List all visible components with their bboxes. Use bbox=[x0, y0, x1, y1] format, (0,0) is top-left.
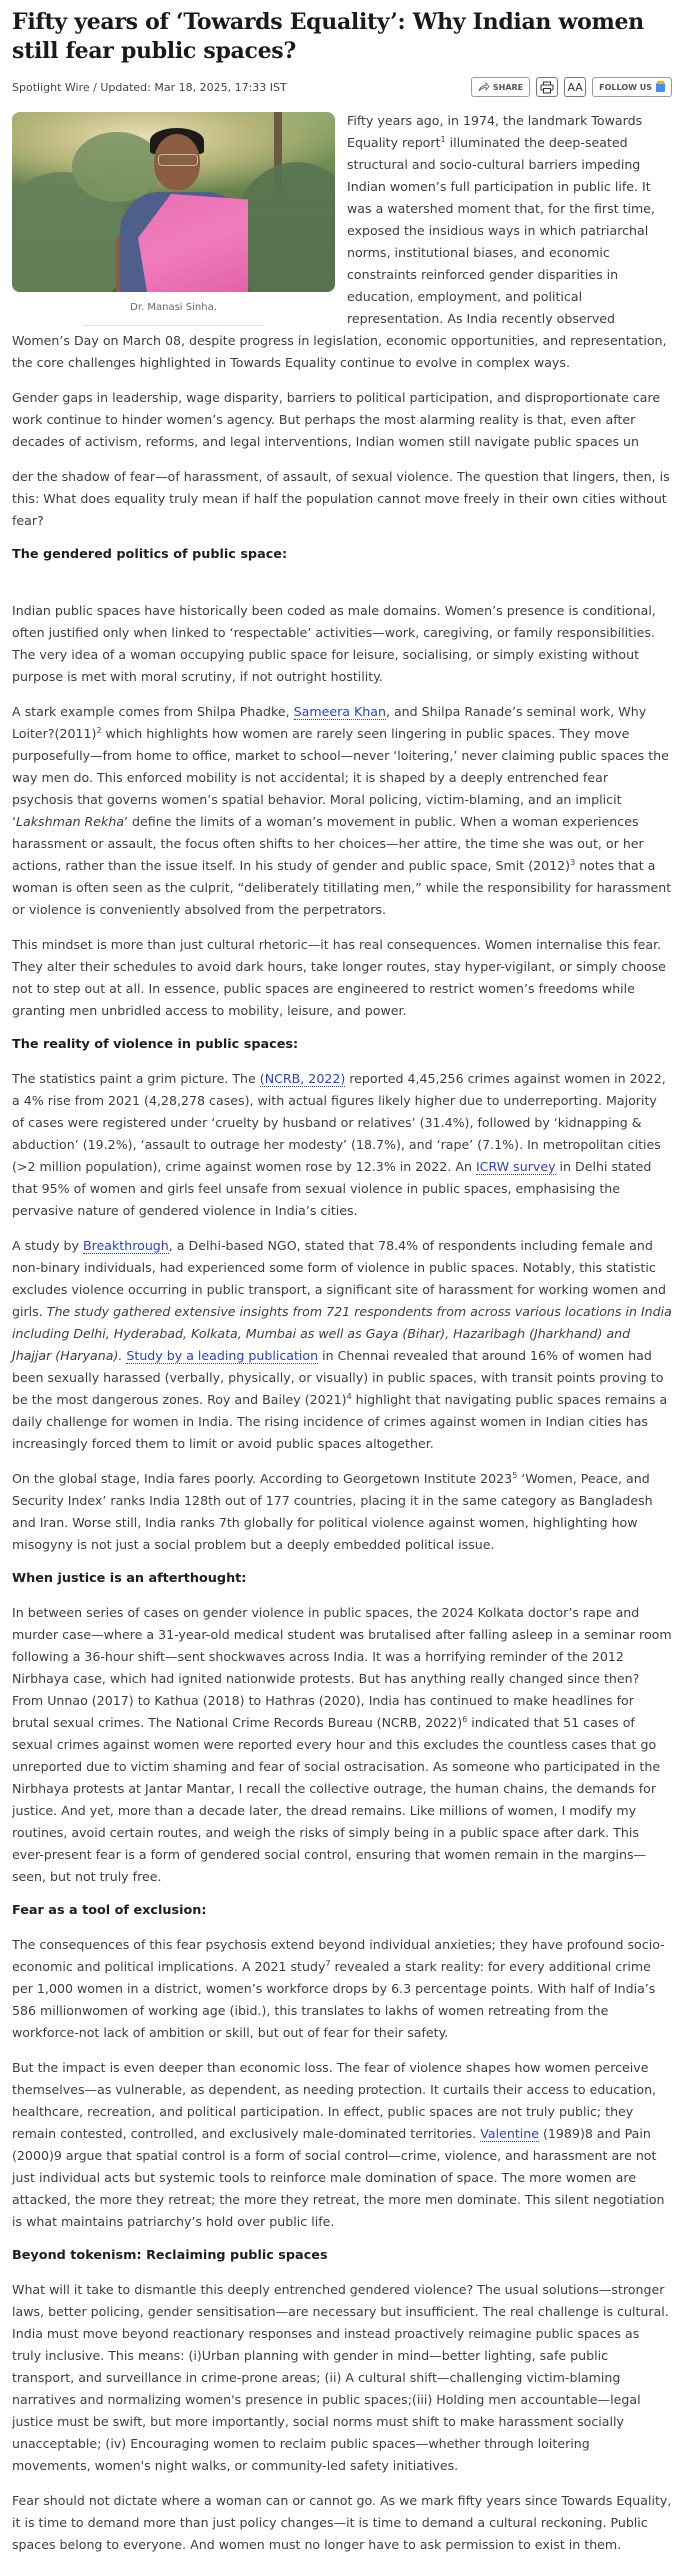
caption-divider bbox=[84, 325, 264, 326]
paragraph-breakthrough-study: A study by Breakthrough, a Delhi-based NGO, stated that 78.4% of respondents including female and non-binary individuals, had experienced some form of violence in public spaces. Notably, this statistic excludes violence occurring in public transport, a significant site of harassment for working women and girls. The study gathered extensive insights from 721 respondents from across various locations in India including Delhi, Hyderabad, Kolkata, Mumbai as well as Gaya (Bihar), Hazaribagh (Jharkhand) and Jhajjar (Haryana). Study by a leading publication in Chennai revealed that around 16% of women had been sexually harassed (verbally, physically, or visually) in public spaces, with transit points proving to be the most dangerous zones. Roy and Bailey $(2021)^4$ highlight that navigating public spaces remains a daily challenge for women in India. The rising incidence of crimes against women in Indian cities has increasingly forced them to limit or avoid public spaces altogether. bbox=[12, 1238, 672, 1451]
font-size-label: AA bbox=[567, 80, 583, 94]
paragraph-intro: Fifty years ago, in 1974, the landmark Towards Equality report$^1$ illuminated the deep-seated structural and socio-cultural barriers impeding Indian women’s full participation in public life. It was a watershed moment that, for the first time, exposed the insidious ways in which patriarchal norms, institutional biases, and economic constraints reinforced gender disparities in education, employment, and political representation. As India recently observed Women’s Day on March 08, despite progress in legislation, economic opportunities, and representation, the core challenges highlighted in Towards Equality continue to evolve in complex ways. bbox=[12, 113, 667, 370]
paragraph-conclusion: Fear should not dictate where a woman can or cannot go. As we mark fifty years since Towards Equality, it is time to demand more than just policy changes—it is time to demand a cultural reckoning. Public spaces belong to everyone. And women must no longer have to ask permission to exist in them. bbox=[12, 2493, 672, 2552]
paragraph-solutions: What will it take to dismantle this deeply entrenched gendered violence? The usual solutions—stronger laws, better policing, gender sensitisation—are necessary but insufficient. The real challenge is cultural. India must move beyond reactionary responses and instead proactively reimagine public spaces as truly inclusive. This means: (i)Urban planning with gender in mind—better lighting, safe public transport, and surveillance in crime-prone areas; (ii) A cultural shift—challenging victim-blaming narratives and normalizing women's presence in public spaces;(iii) Holding men accountable—legal justice must be swift, but more importantly, social norms must shift to make harassment socially unacceptable; (iv) Encouraging women to reclaim public spaces—whether through loitering movements, women's night walks, or community-led safety initiatives. bbox=[12, 2282, 669, 2473]
author-photo bbox=[12, 112, 335, 292]
font-size-button[interactable] bbox=[564, 77, 586, 97]
paragraph-deeper-impact: But the impact is even deeper than economic loss. The fear of violence shapes how women perceive themselves—as vulnerable, as dependent, as needing protection. It curtails their access to education, healthcare, recreation, and political participation. In effect, public spaces are not truly public; they remain contested, controlled, and exclusively male-dominated territories. Valentine (1989)8 and Pain (2000)9 argue that spatial control is a form of social control—crime, violence, and harassment are not just individual acts but systemic tools to reinforce male domination of space. The more women are attacked, the more they retreat; the more they retreat, the more men dominate. This silent negotiation is what maintains patriarchy’s hold over public life. bbox=[12, 2060, 665, 2229]
share-label: SHARE bbox=[492, 82, 524, 92]
printer-icon bbox=[540, 81, 554, 94]
share-icon bbox=[478, 82, 490, 92]
heading-beyond-tokenism: Beyond tokenism: Reclaiming public spaces bbox=[12, 2248, 328, 2263]
link-leading-publication-study[interactable]: Study by a leading publication bbox=[126, 1348, 319, 1363]
photo-caption: Dr. Manasi Sinha, bbox=[130, 302, 217, 313]
paragraph-gender-gaps: Gender gaps in leadership, wage disparity, barriers to political participation, and disproportionate care work continue to hinder women’s agency. But perhaps the most alarming reality is that, even after decades of activism, reforms, and legal interventions, Indian women still navigate public spaces un bbox=[12, 390, 661, 449]
follow-us-label: FOLLOW US bbox=[599, 82, 652, 92]
follow-us-button[interactable] bbox=[592, 77, 672, 97]
heading-reality-of-violence: The reality of violence in public spaces: bbox=[12, 1037, 299, 1052]
paragraph-why-loiter: A stark example comes from Shilpa Phadke, Sameera Khan, and Shilpa Ranade’s seminal work, Why $Loiter?(2011)^2$ which highlights how women are rarely seen lingering in public spaces. They move purposefully—from home to office, market to school—never ‘loitering,’ never claiming public spaces the way men do. This enforced mobility is not accidental; it is shaped by a deeply entrenched fear psychosis that governs women’s spatial behavior. Moral policing, victim-blaming, and an implicit ‘Lakshman Rekha’ define the limits of a woman’s movement in public. When a woman experiences harassment or assault, the focus often shifts to her choices—her attire, the time she was out, or her actions, rather than the issue itself. In his study of gender and public space, Smit $(2012)^3$ notes that a woman is often seen as the culprit, “deliberately titillating men,” while the responsibility for harassment or violence is conveniently absolved from the perpetrators. bbox=[12, 704, 672, 917]
print-button[interactable] bbox=[536, 77, 558, 97]
link-breakthrough[interactable]: Breakthrough bbox=[83, 1238, 169, 1253]
google-news-icon bbox=[656, 83, 665, 92]
paragraph-shadow-of-fear: der the shadow of fear—of harassment, of assault, of sexual violence. The question that lingers, then, is this: What does equality truly mean if half the population cannot move freely in their own cities without fear? bbox=[12, 469, 670, 528]
heading-justice-afterthought: When justice is an afterthought: bbox=[12, 1571, 247, 1586]
article-toolbar bbox=[471, 77, 672, 97]
article-page bbox=[0, 8, 684, 2556]
paragraph-consequences: The consequences of this fear psychosis extend beyond individual anxieties; they have profound socio-economic and political implications. A 2021 study$^7$ revealed a stark reality: for every additional crime per 1,000 women in a district, women’s workforce drops by 6.3 percentage points. With half of India’s 586 millionwomen of working age (ibid.), this translates to lakhs of women retreating from the workforce-not lack of ambition or skill, but out of fear for their safety. bbox=[12, 1937, 665, 2040]
link-icrw-survey[interactable]: ICRW survey bbox=[475, 1159, 556, 1174]
author-figure bbox=[12, 112, 335, 326]
heading-fear-exclusion: Fear as a tool of exclusion: bbox=[12, 1903, 207, 1918]
link-ncrb-2022[interactable]: (NCRB, 2022) bbox=[259, 1071, 346, 1086]
article-title: Fifty years of ‘Towards Equality’: Why Indian women still fear public spaces? bbox=[12, 9, 644, 64]
paragraph-kolkata-case: In between series of cases on gender violence in public spaces, the 2024 Kolkata doctor’s rape and murder case—where a 31-year-old medical student was brutalised after falling asleep in a seminar room following a 36-hour shift—sent shockwaves across India. It was a horrifying reminder of the 2012 Nirbhaya case, which had ignited nationwide protests. But has anything really changed since then? From Unnao (2017) to Kathua (2018) to Hathras (2020), India has continued to make headlines for brutal sexual crimes. The National Crime Records Bureau (NCRB, 2022)$^6$ indicated that 51 cases of sexual crimes against women were reported every hour and this excludes the countless cases that go unreported due to victim shaming and fear of social ostracisation. As someone who participated in the Nirbhaya protests at Jantar Mantar, I recall the collective outrage, the human chains, the demands for justice. And yet, more than a decade later, the dread remains. Like millions of women, I modify my routines, avoid certain routes, and weigh the risks of simply being in a public space after dark. This ever-present fear is a form of gendered social control, ensuring that women remain in the margins—seen, but not truly free. bbox=[12, 1605, 672, 1884]
byline: Spotlight Wire / Updated: Mar 18, 2025, 17:33 IST bbox=[12, 80, 287, 94]
heading-gendered-politics: The gendered politics of public space: bbox=[12, 547, 288, 562]
link-valentine[interactable]: Valentine bbox=[480, 2126, 539, 2141]
paragraph-statistics: The statistics paint a grim picture. The (NCRB, 2022) reported 4,45,256 crimes against women in 2022, a 4% rise from 2021 (4,28,278 cases), with actual figures likely higher due to underreporting. Majority of cases were registered under ‘cruelty by husband or relatives’ (31.4%), followed by ‘kidnapping & abduction’ (19.2%), ‘assault to outrage her modesty’ (18.7%), and ‘rape’ (7.1%). In metropolitan cities (>2 million population), crime against women rose by 12.3% in 2022. An ICRW survey in Delhi stated that 95% of women and girls feel unsafe from sexual violence in public spaces, emphasising the pervasive nature of gendered violence in India’s cities. bbox=[12, 1071, 666, 1218]
link-sameera-khan[interactable]: Sameera Khan bbox=[293, 704, 386, 719]
paragraph-male-domains: Indian public spaces have historically been coded as male domains. Women’s presence is conditional, often justified only when linked to ‘respectable’ activities—work, caregiving, or family responsibilities. The very idea of a woman occupying public space for leisure, socialising, or simply existing without purpose is met with moral scrutiny, if not outright hostility. bbox=[12, 603, 656, 684]
paragraph-global-stage: On the global stage, India fares poorly. According to Georgetown Institute 2023$^5$ ‘Women, Peace, and Security Index’ ranks India 128th out of 177 countries, placing it in the same category as Bangladesh and Iran. Worse still, India ranks 7th globally for political violence against women, highlighting how misogyny is not just a social problem but a deeply embedded political issue. bbox=[12, 1470, 653, 1552]
paragraph-mindset: This mindset is more than just cultural rhetoric—it has real consequences. Women internalise this fear. They alter their schedules to avoid dark hours, take longer routes, stay hyper-vigilant, or simply choose not to step out at all. In essence, public spaces are engineered to restrict women’s freedoms while granting men unbridled access to mobility, leisure, and power. bbox=[12, 937, 666, 1018]
article-meta-row bbox=[12, 72, 672, 102]
share-button[interactable] bbox=[471, 77, 530, 97]
